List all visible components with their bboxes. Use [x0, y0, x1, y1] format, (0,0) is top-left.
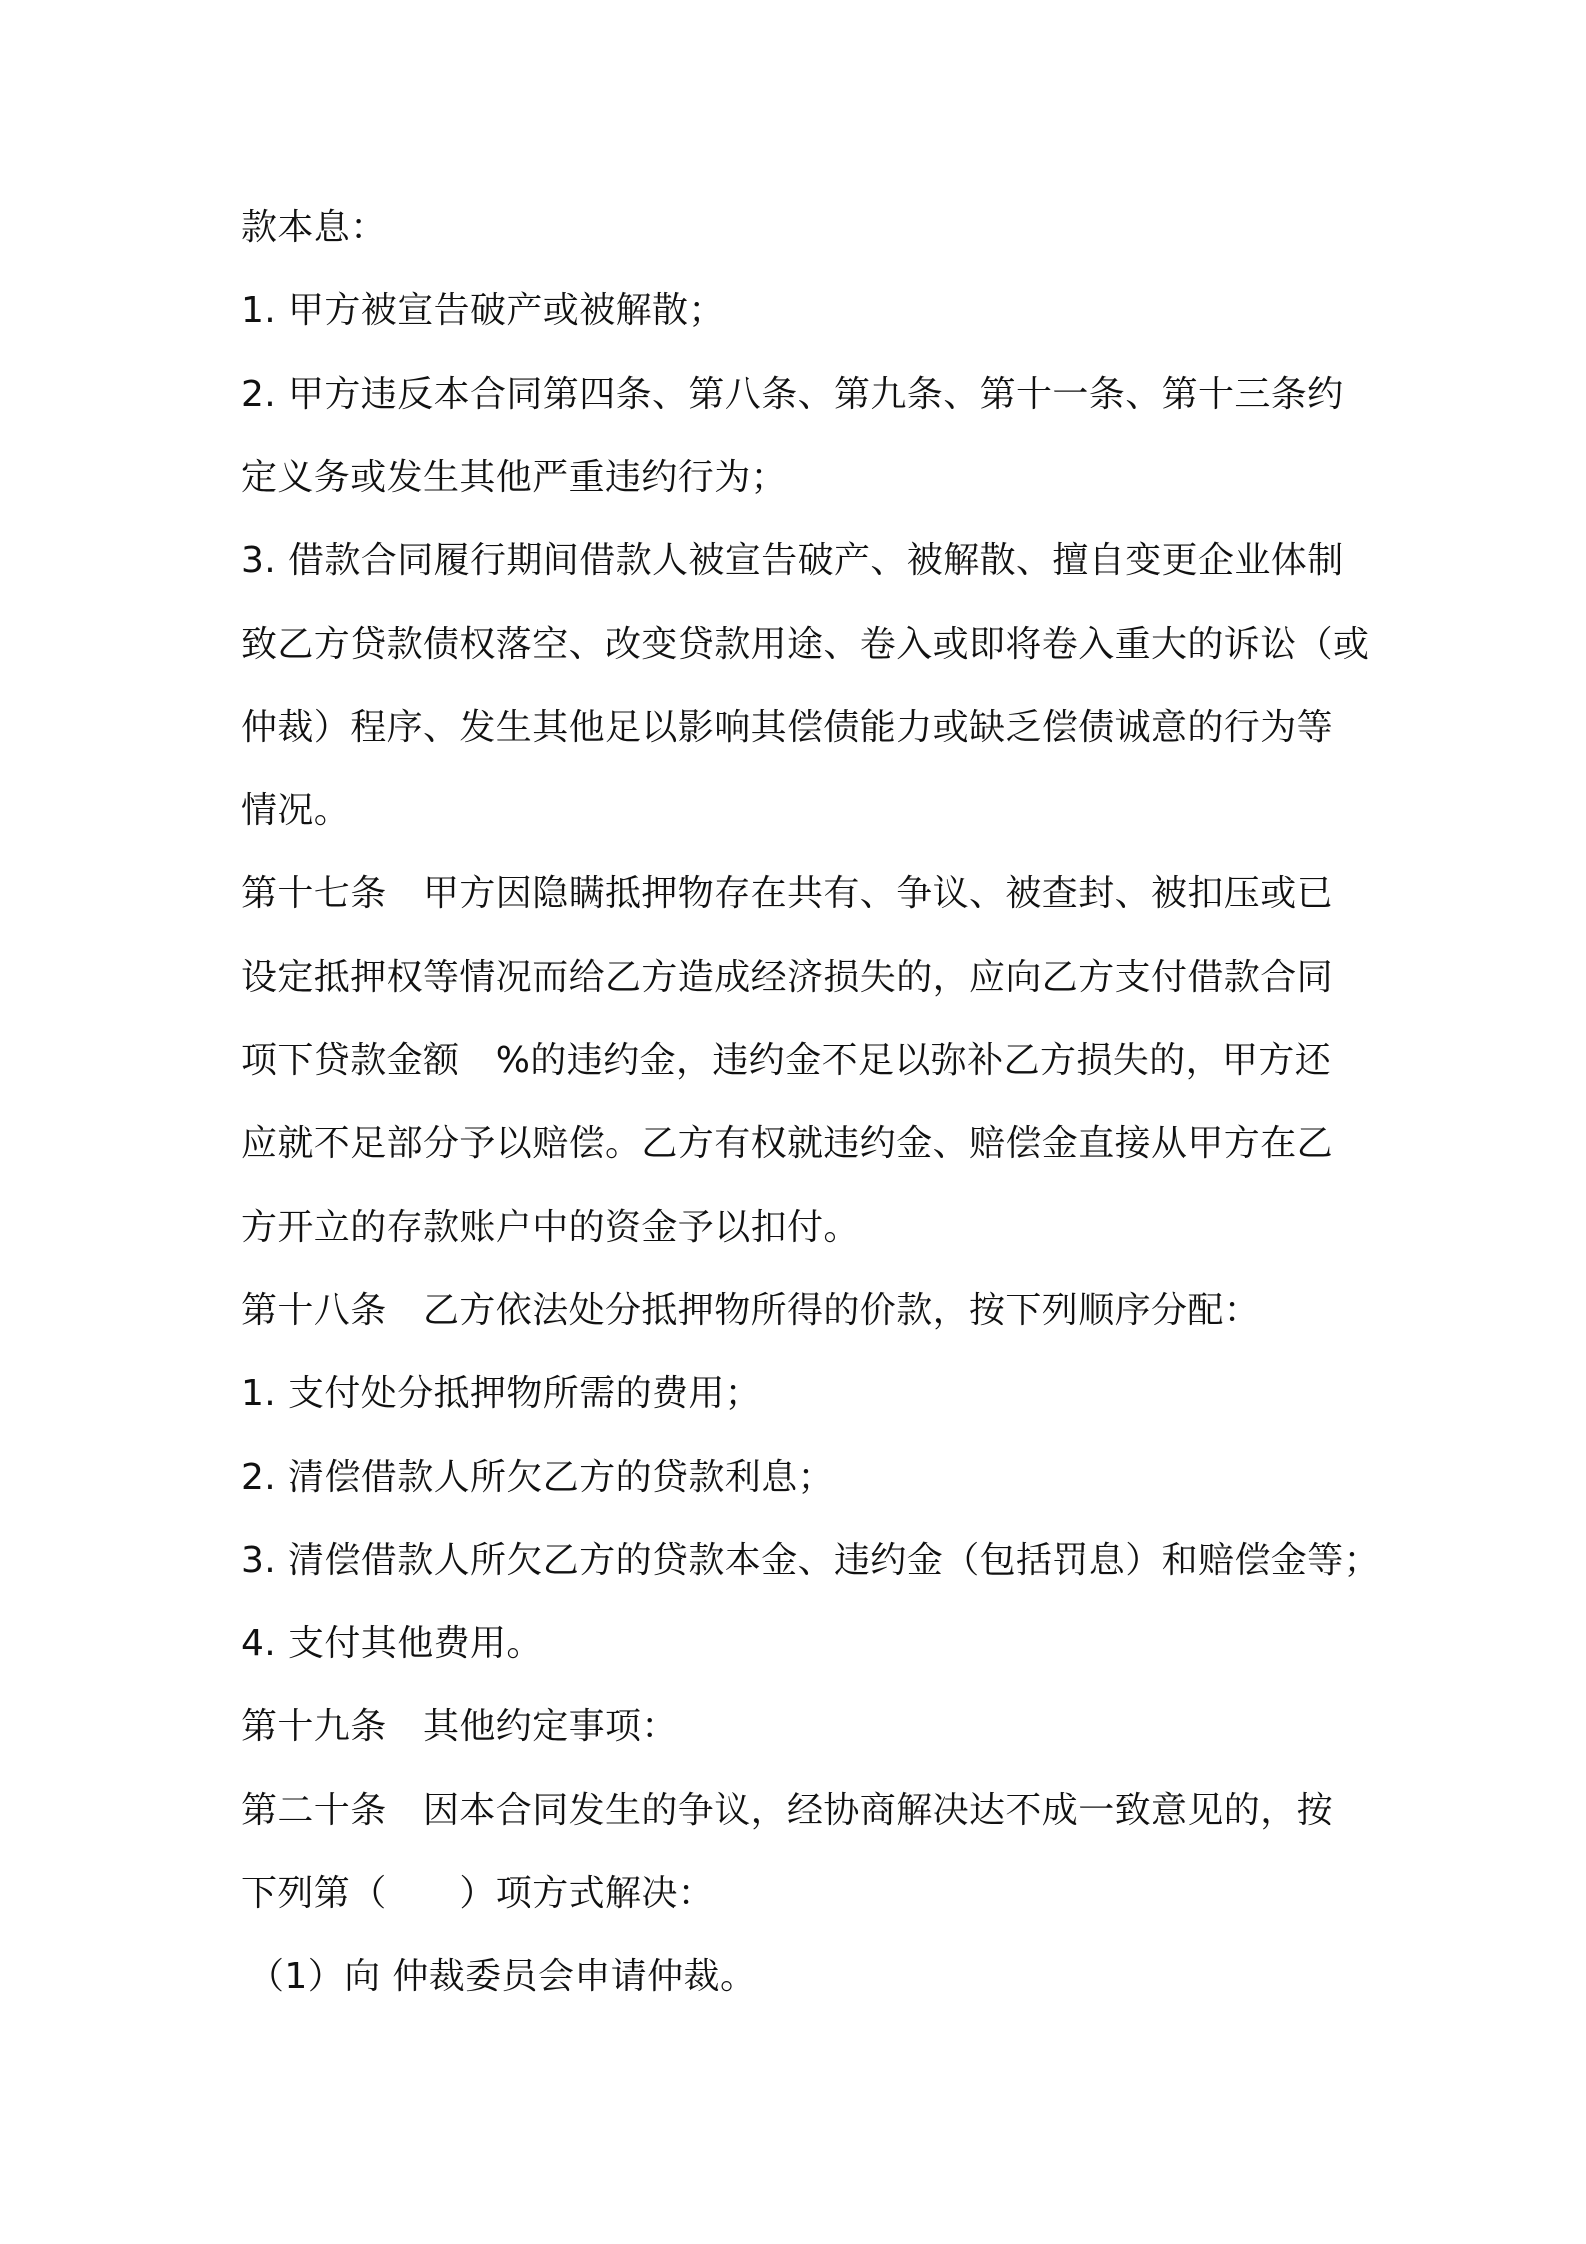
document-line: 第十八条 乙方依法处分抵押物所得的价款，按下列顺序分配：	[241, 1290, 1261, 1331]
document-line: 1. 支付处分抵押物所需的费用；	[241, 1373, 762, 1414]
document-line: 方开立的存款账户中的资金予以扣付。	[241, 1207, 860, 1248]
document-line: 4. 支付其他费用。	[241, 1623, 543, 1664]
document-line: 3. 借款合同履行期间借款人被宣告破产、被解散、擅自变更企业体制	[241, 540, 1344, 581]
document-line: 定义务或发生其他严重违约行为；	[241, 457, 788, 498]
document-line: 第十七条 甲方因隐瞒抵押物存在共有、争议、被查封、被扣压或已	[241, 873, 1334, 914]
document-line: 情况。	[241, 790, 351, 831]
document-line: 2. 甲方违反本合同第四条、第八条、第九条、第十一条、第十三条约	[241, 374, 1344, 415]
document-line: 下列第（ ）项方式解决：	[241, 1873, 715, 1914]
document-line: 第十九条 其他约定事项：	[241, 1706, 678, 1747]
document-line: 项下贷款金额 %的违约金，违约金不足以弥补乙方损失的，甲方还	[241, 1040, 1332, 1081]
document-line: 3. 清偿借款人所欠乙方的贷款本金、违约金（包括罚息）和赔偿金等；	[241, 1540, 1380, 1581]
document-line: 仲裁）程序、发生其他足以影响其偿债能力或缺乏偿债诚意的行为等	[241, 707, 1334, 748]
document-line: 第二十条 因本合同发生的争议，经协商解决达不成一致意见的，按	[241, 1790, 1334, 1831]
document-line: （1）向 仲裁委员会申请仲裁。	[248, 1956, 757, 1997]
document-line: 款本息：	[241, 207, 387, 248]
document-line: 1. 甲方被宣告破产或被解散；	[241, 290, 725, 331]
document-line: 2. 清偿借款人所欠乙方的贷款利息；	[241, 1457, 834, 1498]
document-line: 设定抵押权等情况而给乙方造成经济损失的，应向乙方支付借款合同	[241, 957, 1334, 998]
document-line: 应就不足部分予以赔偿。乙方有权就违约金、赔偿金直接从甲方在乙	[241, 1123, 1334, 1164]
document-line: 致乙方贷款债权落空、改变贷款用途、卷入或即将卷入重大的诉讼（或	[241, 624, 1370, 665]
